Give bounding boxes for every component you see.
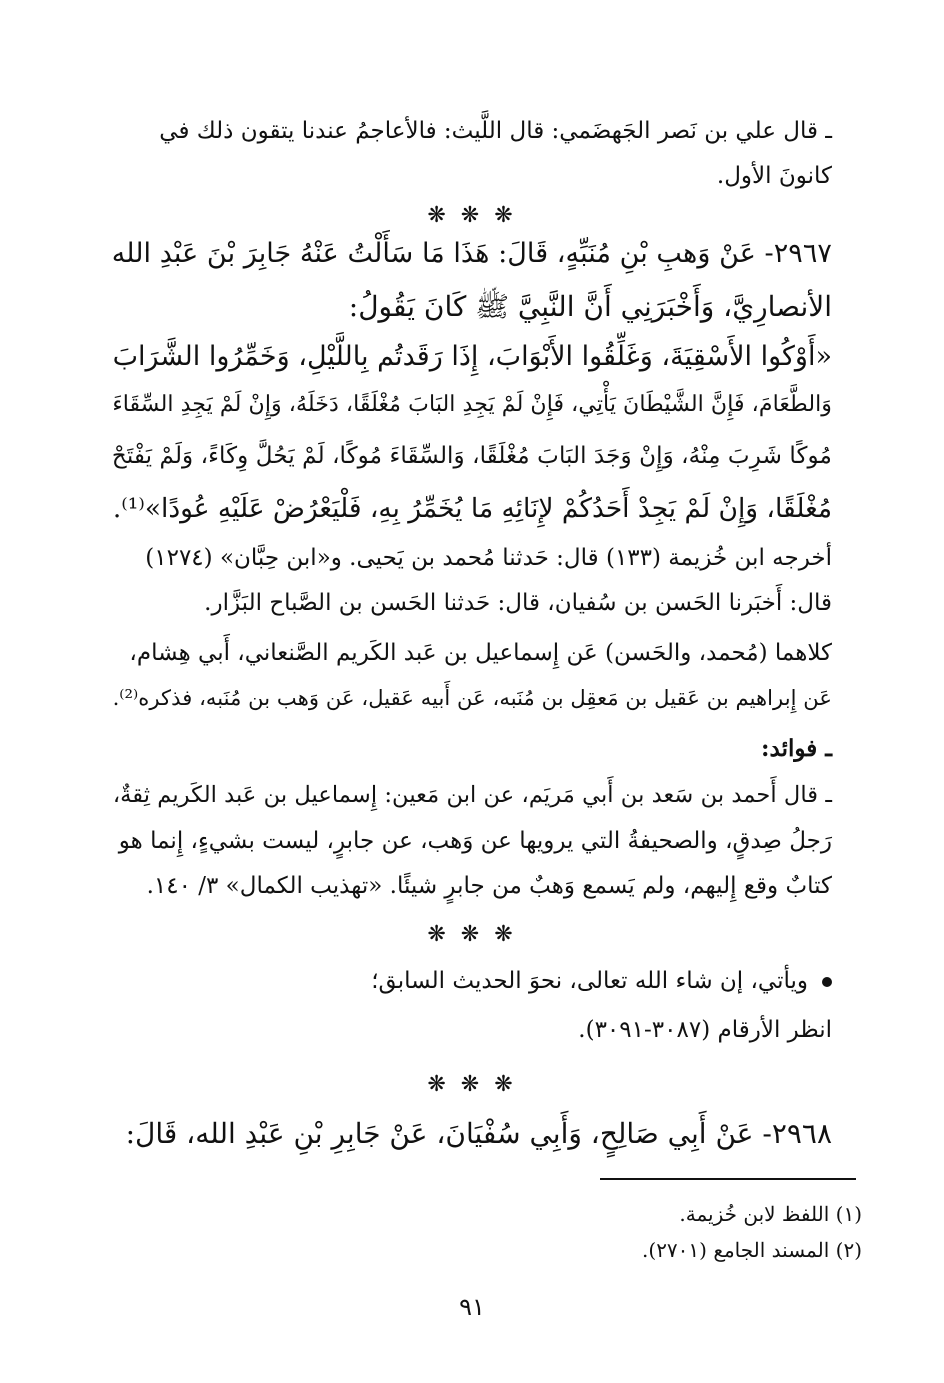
footnote-divider bbox=[600, 1178, 856, 1180]
cross-reference-text: ويأتي، إن شاء الله تعالى، نحوَ الحديث السابق؛ bbox=[371, 968, 808, 994]
text-line: كانونَ الأول. bbox=[716, 163, 832, 189]
hadith-2967-line: الأنصارِيَّ، وَأَخْبَرَنِي أَنَّ النَّبِيَّ ﷺ كَانَ يَقُولُ: bbox=[348, 290, 832, 323]
hadith-2967-line: مُوكًا شَرِبَ مِنْهُ، وَإِنْ وَجَدَ البَابَ مُغْلَقًا، وَالسِّقَاءَ مُوكًا، لَمْ يَحُلَّ وِكَاءً، وَلَمْ يَفْتَحْ bbox=[111, 442, 832, 469]
hadith-2967-line: مُغْلَقًا، وَإِنْ لَمْ يَجِدْ أَحَدُكُمْ لإِنَائِهِ مَا يُخَمِّرُ بِهِ، فَلْيَعْرُضْ عَلَيْهِ عُودًا»⁽¹⁾. bbox=[112, 493, 832, 524]
text-line: ـ قال علي بن نَصر الجَهضَمي: قال اللَّيث: فالأعاجمُ عندنا يتقون ذلك في bbox=[159, 118, 832, 144]
footnote-2: (٢) المسند الجامع (٢٧٠١). bbox=[642, 1238, 862, 1262]
takhrij-line: قال: أَخبَرنا الحَسن بن سُفيان، قال: حَدثنا الحَسن بن الصَّباح البَزَّار. bbox=[204, 590, 832, 616]
hadith-2967-line: «أَوْكُوا الأَسْقِيَةَ، وَغَلِّقُوا الأَبْوَابَ، إِذَا رَقَدتُم بِاللَّيْلِ، وَخَمِّرُوا الشَّرَابَ bbox=[112, 341, 832, 372]
cross-reference-numbers: انظر الأرقام (٣٠٨٧-٣٠٩١). bbox=[578, 1017, 832, 1043]
benefits-line: ـ قال أَحمد بن سَعد بن أَبي مَريَم، عن ابن مَعين: إِسماعيل بن عَبد الكَريم ثِقةٌ، bbox=[112, 782, 832, 808]
section-separator: ❋ ❋ ❋ bbox=[427, 1072, 517, 1097]
takhrij-line: كلاهما (مُحمد، والحَسن) عَن إِسماعيل بن عَبد الكَريم الصَّنعاني، أَبي هِشام، bbox=[129, 640, 832, 666]
hadith-2968-line: ٢٩٦٨- عَنْ أَبِي صَالِحٍ، وَأَبِي سُفْيَانَ، عَنْ جَابِرِ بْنِ عَبْدِ الله، قَالَ: bbox=[125, 1117, 832, 1150]
benefits-line: كتابٌ وقع إِليهم، ولم يَسمع وَهبٌ من جابرٍ شيئًا. «تهذيب الكمال» ٣/ ١٤٠. bbox=[146, 873, 832, 899]
footnote-1: (١) اللفظ لابن خُزيمة. bbox=[679, 1202, 862, 1226]
page-number: ٩١ bbox=[459, 1293, 485, 1321]
section-separator: ❋ ❋ ❋ bbox=[427, 922, 517, 947]
benefits-line: رَجلُ صِدقٍ، والصحيفةُ التي يرويها عن وَهب، عن جابرٍ، ليست بشيءٍ، إِنما هو bbox=[118, 828, 832, 854]
takhrij-line: أخرجه ابن خُزيمة (١٣٣) قال: حَدثنا مُحمد بن يَحيى. و«ابن حِبَّان» (١٢٧٤) bbox=[145, 545, 832, 571]
section-separator: ❋ ❋ ❋ bbox=[427, 203, 517, 228]
hadith-2967-line: وَالطَّعَامَ، فَإِنَّ الشَّيْطَانَ يَأْتِي، فَإِنْ لَمْ يَجِدِ البَابَ مُغْلَقًا، دَخَلَهُ، وَإِنْ لَمْ يَجِدِ السِّقَاءَ bbox=[112, 391, 832, 417]
hadith-2967-line: ٢٩٦٧- عَنْ وَهبِ بْنِ مُنَبِّهٍ، قَالَ: هَذَا مَا سَأَلْتُ عَنْهُ جَابِرَ بْنَ عَبْدِ الله bbox=[111, 238, 832, 269]
cross-reference-line bbox=[371, 968, 832, 994]
benefits-heading: ـ فوائد: bbox=[761, 735, 832, 762]
takhrij-line: عَن إِبراهيم بن عَقيل بن مَعقِل بن مُنَبه، عَن أَبيه عَقيل، عَن وَهب بن مُنَبه، فذكره⁽²⁾. bbox=[112, 685, 832, 710]
bullet-icon bbox=[822, 977, 832, 987]
